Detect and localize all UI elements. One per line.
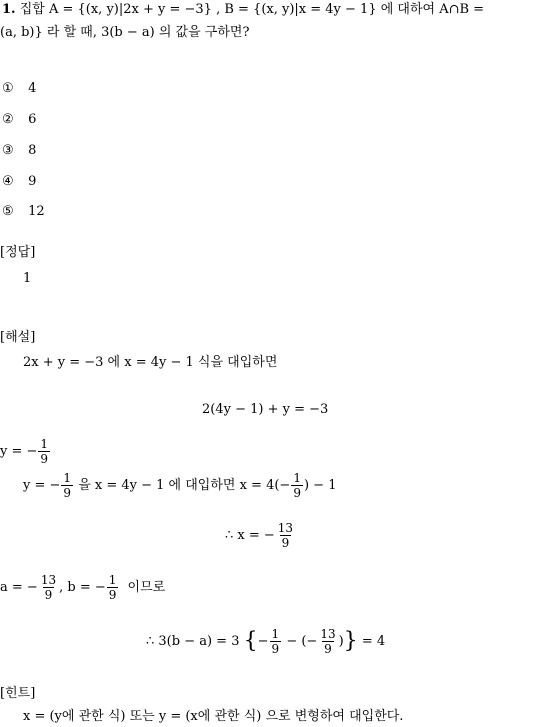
hint-heading: [힌트] xyxy=(0,686,36,701)
choice-2[interactable] xyxy=(2,113,36,126)
explanation-x-value xyxy=(225,521,296,550)
minus-sign: − xyxy=(257,634,269,649)
left-brace: { xyxy=(243,628,258,654)
fraction-numerator: 1 xyxy=(63,471,72,485)
choice-4-mark: ④ xyxy=(2,174,14,189)
fraction-denominator: 9 xyxy=(63,486,72,500)
final-result: = 4 xyxy=(361,634,386,649)
explanation-step-2 xyxy=(23,471,336,500)
x-prefix: ∴ x = − xyxy=(225,528,275,543)
fraction-denominator: 9 xyxy=(40,452,49,466)
choice-5[interactable] xyxy=(2,205,45,218)
fraction-numerator: 13 xyxy=(320,627,336,641)
answer-value: 1 xyxy=(23,271,32,286)
fraction-step2 xyxy=(61,471,73,500)
choice-5-value: 12 xyxy=(28,204,45,219)
fraction-final-2 xyxy=(318,627,337,656)
choice-3-mark: ③ xyxy=(2,143,14,158)
question-number: 1. xyxy=(2,2,16,17)
choice-4-value: 9 xyxy=(28,174,37,189)
fraction-y xyxy=(38,437,50,466)
fraction-denominator: 9 xyxy=(108,588,117,602)
choice-1-mark: ① xyxy=(2,81,14,96)
fraction-denominator: 9 xyxy=(293,486,301,500)
explanation-ab-values xyxy=(0,573,165,602)
fraction-step2-b xyxy=(291,471,303,500)
fraction-a xyxy=(39,573,58,602)
choice-1-value: 4 xyxy=(28,81,37,96)
explanation-step-1: 2x + y = −3 에 x = 4y − 1 식을 대입하면 xyxy=(23,355,278,370)
fraction-numerator: 1 xyxy=(293,471,301,485)
final-middle: − (− xyxy=(286,634,318,649)
fraction-numerator: 13 xyxy=(40,573,57,587)
fraction-numerator: 1 xyxy=(40,437,49,451)
fraction-denominator: 9 xyxy=(281,536,290,550)
hint-text: x = (y에 관한 식) 또는 y = (x에 관한 식) 으로 변형하여 대입한다. xyxy=(23,709,404,724)
choice-3-value: 8 xyxy=(28,143,37,158)
fraction-denominator: 9 xyxy=(271,642,280,656)
question-text-1: 집합 A = {(x, y)|2x + y = −3} , B = {(x, y)|x = 4y − 1} 에 대하여 A∩B = xyxy=(19,2,485,17)
fraction-numerator: 1 xyxy=(108,573,117,587)
right-brace: } xyxy=(343,628,358,654)
question-line-1 xyxy=(2,3,484,16)
choice-2-value: 6 xyxy=(28,112,37,127)
fraction-denominator: 9 xyxy=(324,642,332,656)
step2-suffix: ) − 1 xyxy=(303,478,337,493)
b-prefix: , b = − xyxy=(59,580,106,595)
explanation-heading: [해설] xyxy=(0,330,36,345)
explanation-equation-1: 2(4y − 1) + y = −3 xyxy=(202,402,329,417)
explanation-y-value xyxy=(0,437,51,466)
choice-4[interactable] xyxy=(2,175,36,188)
step2-middle: 을 x = 4y − 1 에 대입하면 x = 4(− xyxy=(78,478,291,493)
answer-heading: [정답] xyxy=(0,245,36,260)
question-line-2: (a, b)} 라 할 때, 3(b − a) 의 값을 구하면? xyxy=(0,25,250,40)
fraction-numerator: 1 xyxy=(271,627,280,641)
final-prefix: ∴ 3(b − a) = 3 xyxy=(146,634,240,649)
close-paren: ) xyxy=(338,634,344,649)
explanation-final xyxy=(146,627,385,656)
choice-3[interactable] xyxy=(2,144,36,157)
choice-5-mark: ⑤ xyxy=(2,204,14,219)
fraction-final-1 xyxy=(270,627,282,656)
fraction-x xyxy=(276,521,295,550)
fraction-denominator: 9 xyxy=(44,588,53,602)
choice-2-mark: ② xyxy=(2,112,14,127)
fraction-b xyxy=(107,573,119,602)
fraction-numerator: 13 xyxy=(277,521,294,535)
step2-prefix: y = − xyxy=(23,478,61,493)
y-prefix: y = − xyxy=(0,444,38,459)
a-prefix: a = − xyxy=(0,580,38,595)
choice-1[interactable] xyxy=(2,82,36,95)
ab-suffix: 이므로 xyxy=(127,580,166,595)
